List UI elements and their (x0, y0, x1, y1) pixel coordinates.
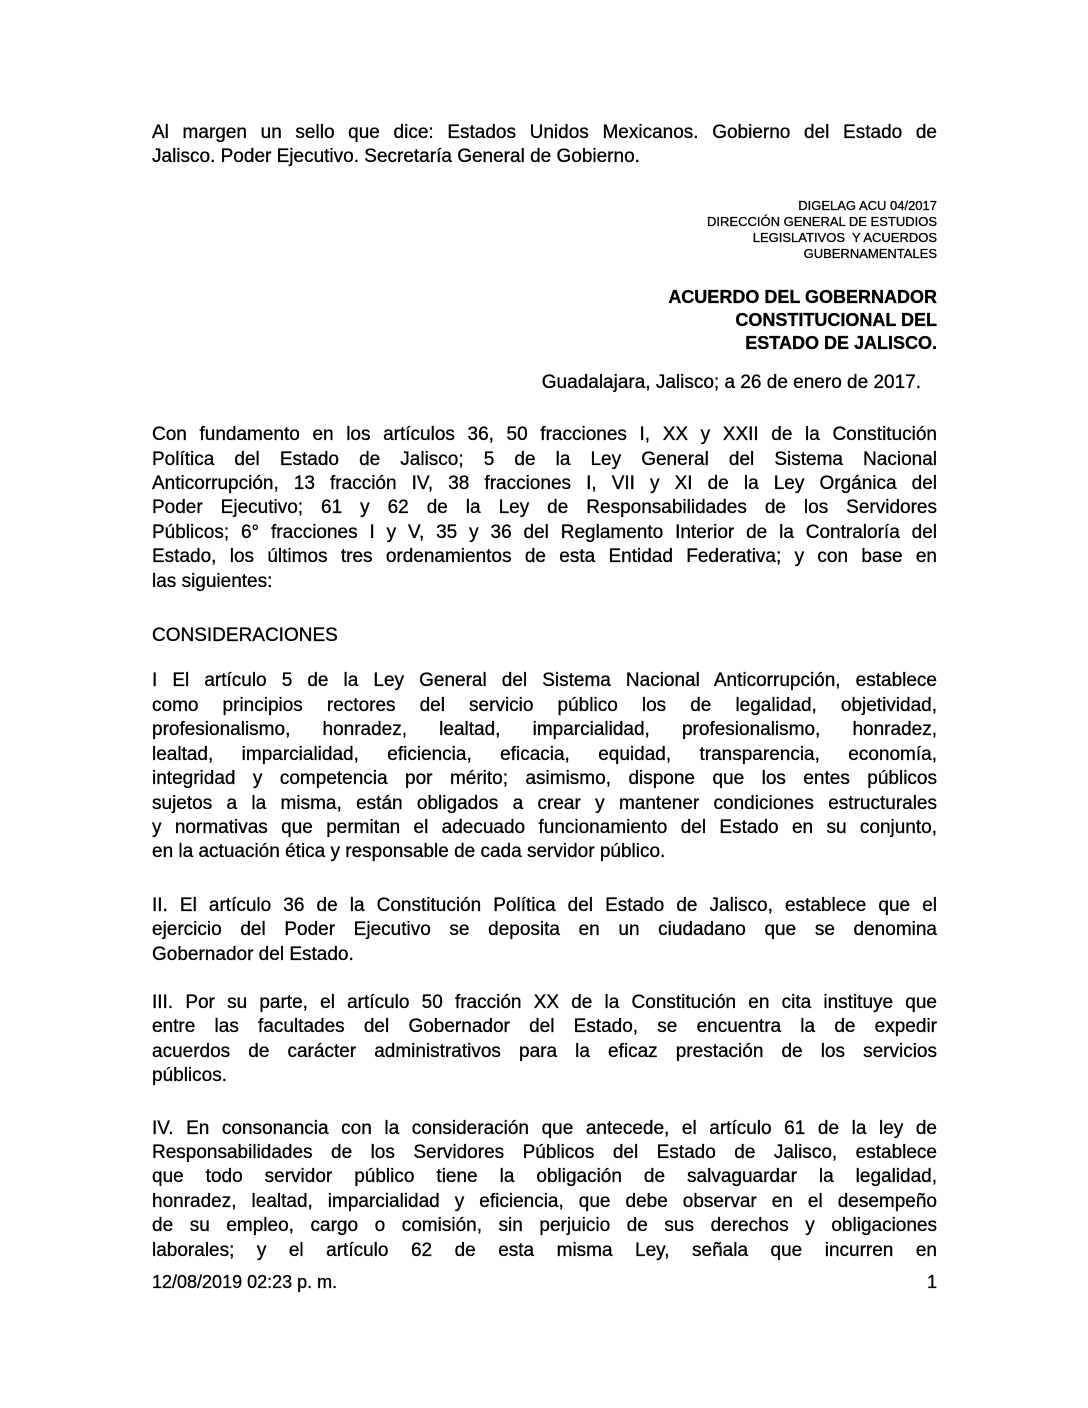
text-line: las siguientes: (152, 570, 273, 592)
text-line: GUBERNAMENTALES (803, 245, 937, 261)
consideration-paragraph-i (152, 669, 937, 864)
text-line: IV. En consonancia con la consideración que antecede, el artículo 61 de la ley de (152, 1117, 937, 1139)
text-line: CONSTITUCIONAL DEL (735, 309, 937, 330)
text-line: DIGELAG ACU 04/2017 (798, 197, 937, 213)
text-line: integridad y competencia por mérito; asimismo, dispone que los entes públicos (152, 768, 937, 790)
text-line: Política del Estado de Jalisco; 5 de la Ley General del Sistema Nacional (152, 448, 937, 470)
text-line: LEGISLATIVOS Y ACUERDOS (752, 229, 937, 245)
text-line: y normativas que permitan el adecuado funcionamiento del Estado en su conjunto, (152, 816, 937, 838)
text-line: ACUERDO DEL GOBERNADOR (668, 286, 937, 307)
text-line: Al margen un sello que dice: Estados Unidos Mexicanos. Gobierno del Estado de (152, 122, 937, 143)
marginal-seal-paragraph (152, 121, 937, 170)
text-line: en la actuación ética y responsable de cada servidor público. (152, 841, 666, 863)
text-line: Con fundamento en los artículos 36, 50 fracciones I, XX y XXII de la Constitución (152, 424, 937, 446)
consideration-paragraph-ii (152, 894, 937, 967)
text-line: ejercicio del Poder Ejecutivo se deposita en un ciudadano que se denomina (152, 919, 937, 941)
dateline: Guadalajara, Jalisco; a 26 de enero de 2017. (541, 371, 921, 393)
text-line: Estado, los últimos tres ordenamientos de esta Entidad Federativa; y con base en (152, 546, 937, 568)
text-line: como principios rectores del servicio público los de legalidad, objetividad, (152, 694, 937, 716)
footer-page-number: 1 (926, 1272, 937, 1292)
text-line: III. Por su parte, el artículo 50 fracción XX de la Constitución en cita instituye que (152, 991, 937, 1013)
page-footer (152, 1271, 937, 1293)
text-line: Jalisco. Poder Ejecutivo. Secretaría General de Gobierno. (152, 146, 640, 168)
text-line: de su empleo, cargo o comisión, sin perjuicio de sus derechos y obligaciones (152, 1215, 937, 1237)
text-line: honradez, lealtad, imparcialidad y eficiencia, que debe observar en el desempeño (152, 1190, 937, 1212)
consideration-paragraph-iv (152, 1117, 937, 1263)
text-line: Responsabilidades de los Servidores Públicos del Estado de Jalisco, establece (152, 1141, 937, 1163)
text-line: DIRECCIÓN GENERAL DE ESTUDIOS (707, 213, 937, 229)
decree-title (152, 286, 937, 355)
text-line: laborales; y el artículo 62 de esta misma Ley, señala que incurren en (152, 1239, 937, 1261)
text-line: ESTADO DE JALISCO. (745, 332, 937, 353)
text-line: profesionalismo, honradez, lealtad, imparcialidad, profesionalismo, honradez, (152, 719, 937, 741)
text-line: sujetos a la misma, están obligados a crear y mantener condiciones estructurales (152, 792, 937, 814)
consideration-paragraph-iii (152, 991, 937, 1089)
text-line: que todo servidor público tiene la obligación de salvaguardar la legalidad, (152, 1166, 937, 1188)
text-line: II. El artículo 36 de la Constitución Política del Estado de Jalisco, establece que el (152, 894, 937, 916)
text-line: Públicos; 6° fracciones I y V, 35 y 36 del Reglamento Interior de la Contraloría del (152, 521, 937, 543)
text-line: I El artículo 5 de la Ley General del Sistema Nacional Anticorrupción, establece (152, 670, 937, 692)
text-line: acuerdos de carácter administrativos para la eficaz prestación de los servicios (152, 1040, 937, 1062)
text-line: públicos. (152, 1065, 227, 1087)
text-line: Anticorrupción, 13 fracción IV, 38 fracciones I, VII y XI de la Ley Orgánica del (152, 473, 937, 495)
considerations-heading: CONSIDERACIONES (152, 625, 338, 647)
text-line: entre las facultades del Gobernador del Estado, se encuentra la de expedir (152, 1016, 937, 1038)
text-line: Gobernador del Estado. (152, 943, 354, 965)
text-line: lealtad, imparcialidad, eficiencia, eficacia, equidad, transparencia, economía, (152, 743, 937, 765)
legal-basis-paragraph (152, 423, 937, 594)
footer-timestamp: 12/08/2019 02:23 p. m. (152, 1272, 338, 1292)
text-line: Poder Ejecutivo; 61 y 62 de la Ley de Responsabilidades de los Servidores (152, 497, 937, 519)
reference-block (152, 198, 937, 262)
